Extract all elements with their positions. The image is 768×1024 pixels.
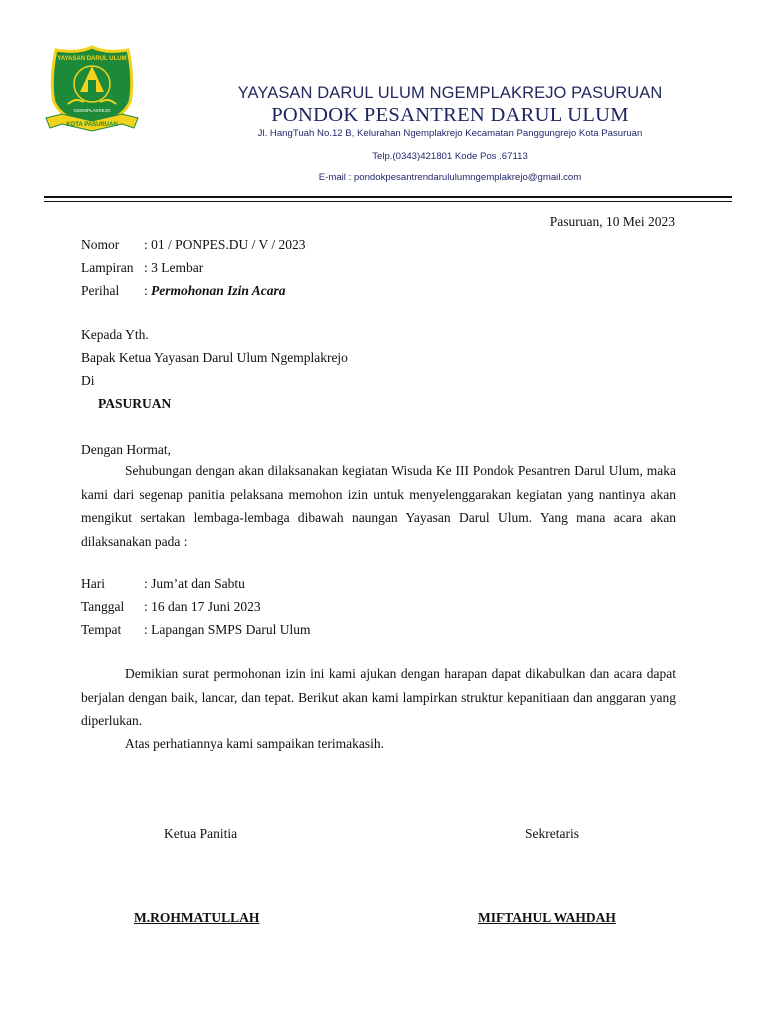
paragraph-2: Demikian surat permohonan izin ini kami ajukan dengan harapan dapat dikabulkan dan acara dapat berjalan dengan baik, lancar, dan tepat. Berikut akan kami lampirkan struktur kepanitiaan dan anggaran yang diperlukan. xyxy=(81,666,676,728)
closing: Atas perhatiannya kami sampaikan terimakasih. xyxy=(125,736,385,751)
greeting: Dengan Hormat, xyxy=(81,442,171,457)
logo-top-text: YAYASAN DARUL ULUM xyxy=(57,56,127,62)
recipient-line1: Kepada Yth. xyxy=(81,327,149,342)
paragraph-1: Sehubungan dengan akan dilaksanakan kegiatan Wisuda Ke III Pondok Pesantren Darul Ulum, maka kami dari segenap panitia pelaksana memohon izin untuk menyelenggarakan kegiatan yang nantinya akan mengikut sertakan lembaga-lembaga dibawah naungan Yayasan Darul Ulum. Yang mana acara akan dilaksanakan pada : xyxy=(81,463,676,549)
org-name-line1: YAYASAN DARUL ULUM NGEMPLAKREJO PASURUAN xyxy=(237,84,663,102)
tempat-label: Tempat xyxy=(81,622,122,637)
yayasan-logo xyxy=(44,44,140,136)
perihal-colon: : xyxy=(144,283,148,298)
nomor-label: Nomor xyxy=(81,237,120,252)
right-signature-role: Sekretaris xyxy=(525,826,579,841)
perihal-label: Perihal xyxy=(81,283,120,298)
lampiran-label: Lampiran xyxy=(81,260,134,275)
tempat-value: : Lapangan SMPS Darul Ulum xyxy=(144,622,311,637)
hari-label: Hari xyxy=(81,576,105,591)
org-email: E-mail : pondokpesantrendarululumngemplakrejo@gmail.com xyxy=(318,172,582,183)
letterhead-rule-thin xyxy=(44,201,732,202)
date-place: Pasuruan, 10 Mei 2023 xyxy=(549,214,675,229)
org-telp: Telp.(0343)421801 Kode Pos .67113 xyxy=(372,151,528,162)
tanggal-label: Tanggal xyxy=(81,599,125,614)
left-signature-name: M.ROHMATULLAH xyxy=(134,910,260,925)
lampiran-value: : 3 Lembar xyxy=(144,260,204,275)
letterhead-rule-thick xyxy=(44,196,732,198)
left-signature-role: Ketua Panitia xyxy=(164,826,238,841)
recipient-line2: Bapak Ketua Yayasan Darul Ulum Ngemplakrejo xyxy=(81,350,348,365)
logo-inner-text: NGEMPLAKREJO xyxy=(73,108,111,113)
org-address: Jl. HangTuah No.12 B, Kelurahan Ngemplakrejo Kecamatan Panggungrejo Kota Pasuruan xyxy=(257,128,643,139)
recipient-line3: Di xyxy=(81,373,95,388)
org-name-line2: PONDOK PESANTREN DARUL ULUM xyxy=(271,104,629,126)
nomor-value: : 01 / PONPES.DU / V / 2023 xyxy=(144,237,306,252)
right-signature-name: MIFTAHUL WAHDAH xyxy=(478,910,616,925)
recipient-city: PASURUAN xyxy=(98,396,172,411)
tanggal-value: : 16 dan 17 Juni 2023 xyxy=(144,599,261,614)
logo-ribbon-text: KOTA PASURUAN xyxy=(66,122,118,128)
hari-value: : Jum’at dan Sabtu xyxy=(144,576,245,591)
perihal-value: Permohonan Izin Acara xyxy=(151,283,286,298)
